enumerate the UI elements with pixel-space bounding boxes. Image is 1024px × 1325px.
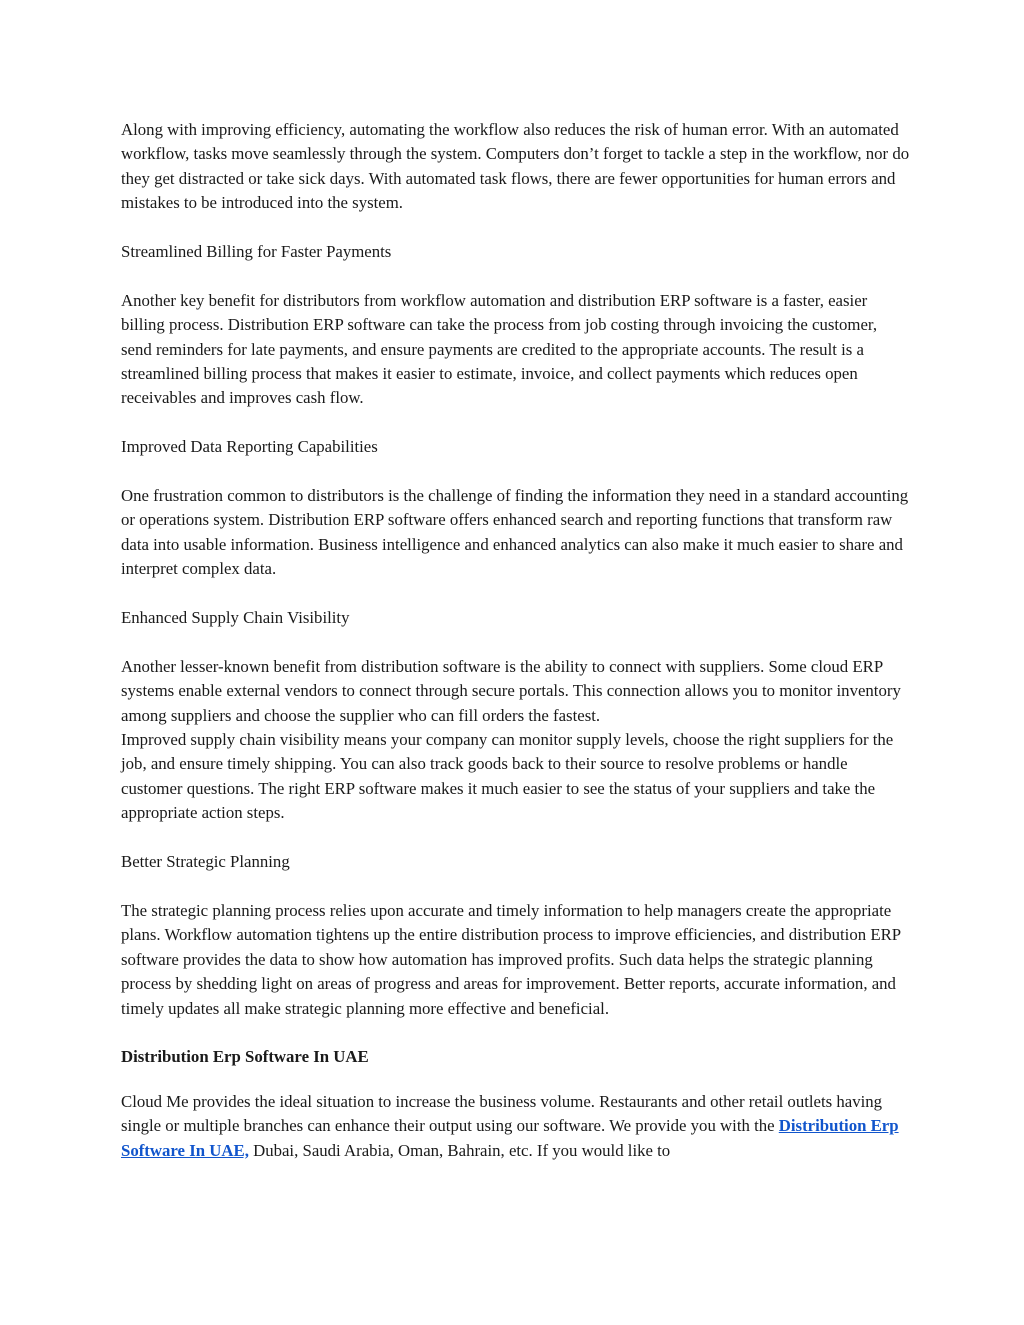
heading-erp-uae: Distribution Erp Software In UAE (121, 1047, 369, 1067)
paragraph-cloud-me-intro: Cloud Me provides the ideal situation to increase the business volume. Restaurants and other retail outlets having single or multiple branches can enhance their output using our software. We provide you with the (121, 1091, 883, 1136)
heading-supply-chain: Enhanced Supply Chain Visibility (121, 608, 350, 628)
heading-data-reporting: Improved Data Reporting Capabilities (121, 437, 378, 457)
paragraph-billing: Another key benefit for distributors from workflow automation and distribution ERP software is a faster, easier billing process. Distribution ERP software can take the process from job costing through invoicing the customer, send reminders for late payments, and ensure payments are credited to the appropriate accounts. The result is a streamlined billing process that makes it easier to estimate, invoice, and collect payments which reduces open receivables and improves cash flow. (121, 290, 878, 408)
paragraph-supply-visibility: Improved supply chain visibility means your company can monitor supply levels, choose the right suppliers for the job, and ensure timely shipping. You can also track goods back to their source to resolve problems or handle customer questions. The right ERP software makes it much easier to see the status of your suppliers and take the appropriate action steps. (121, 730, 894, 823)
paragraph-strategic-planning: The strategic planning process relies upon accurate and timely information to help managers create the appropriate plans. Workflow automation tightens up the entire distribution process to improve efficiencies, and distribution ERP software provides the data to show how automation has improved profits. Such data helps the strategic planning process by shedding light on areas of progress and areas for improvement. Better reports, accurate information, and timely updates all make strategic planning more effective and beneficial. (121, 900, 901, 1018)
document-page (121, 118, 911, 1187)
heading-strategic-planning: Better Strategic Planning (121, 852, 290, 872)
paragraph-reporting: One frustration common to distributors is the challenge of finding the information they need in a standard accounting or operations system. Distribution ERP software offers enhanced search and reporting functions that transform raw data into usable information. Business intelligence and enhanced analytics can also make it much easier to share and interpret complex data. (121, 486, 909, 579)
erp-uae-link[interactable]: Distribution Erp Software In UAE, (121, 1116, 899, 1160)
heading-streamlined-billing: Streamlined Billing for Faster Payments (121, 242, 392, 262)
paragraph-cloud-me (121, 1090, 911, 1163)
paragraph-cloud-me-rest: Dubai, Saudi Arabia, Oman, Bahrain, etc. If you would like to (248, 1140, 671, 1160)
paragraph-suppliers: Another lesser-known benefit from distribution software is the ability to connect with suppliers. Some cloud ERP systems enable external vendors to connect through secure portals. This connection allows you to monitor inventory among suppliers and choose the supplier who can fill orders the fastest. (121, 656, 901, 725)
paragraph-workflow-error: Along with improving efficiency, automating the workflow also reduces the risk of human error. With an automated workflow, tasks move seamlessly through the system. Computers don’t forget to tackle a step in the workflow, nor do they get distracted or take sick days. With automated task flows, there are fewer opportunities for human errors and mistakes to be introduced into the system. (121, 120, 910, 213)
